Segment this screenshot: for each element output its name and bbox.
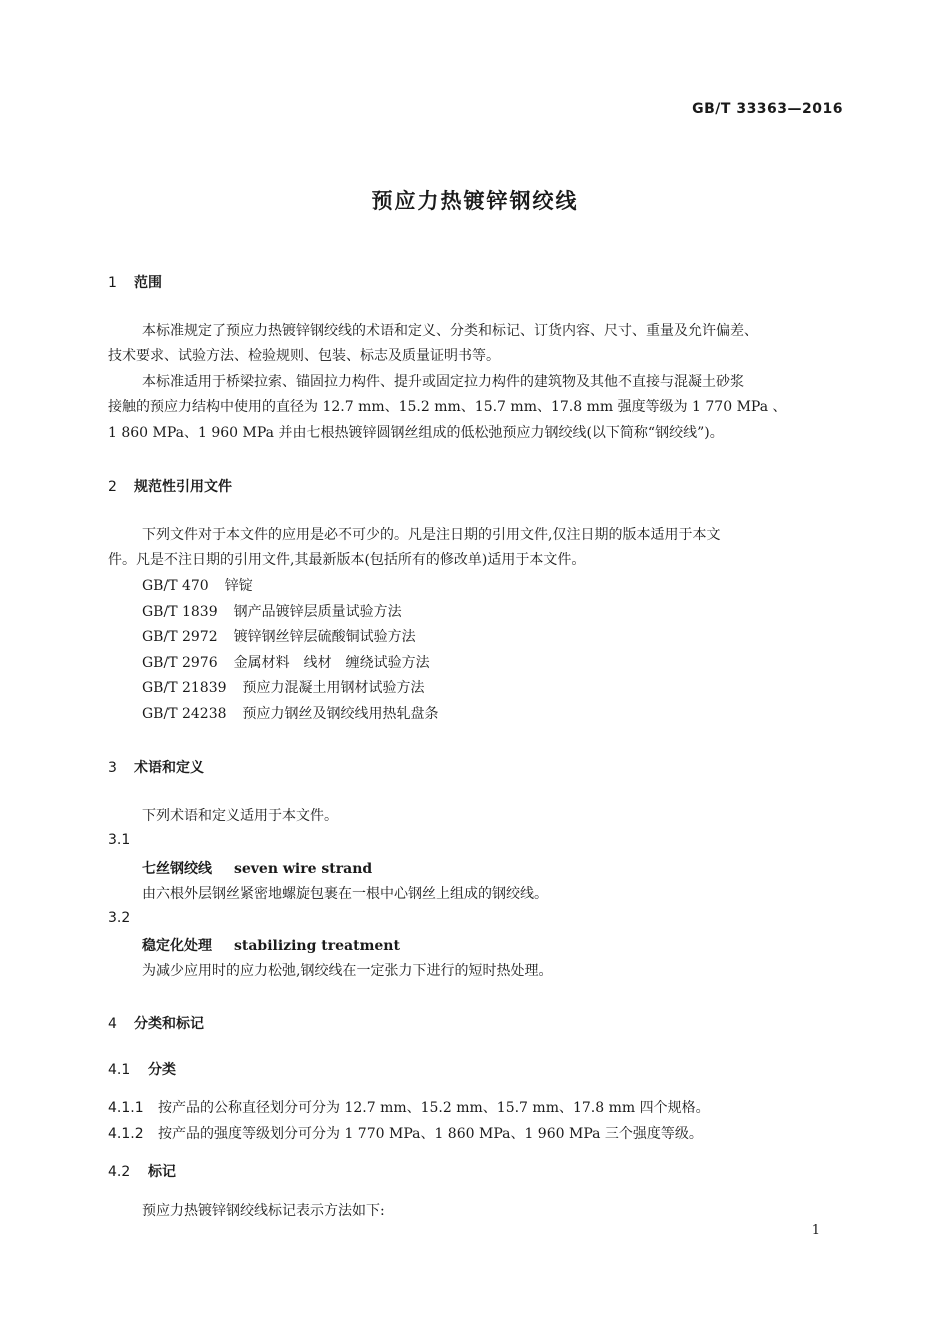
document-title: 预应力热镀锌钢绞线 (371, 189, 579, 213)
reference-item (142, 574, 439, 600)
term-number: 3.2 (108, 910, 131, 926)
section-title: 规范性引用文件 (134, 479, 232, 495)
term-name-zh: 稳定化处理 (142, 938, 212, 954)
subsection-number: 4.2 (108, 1164, 131, 1180)
section-number: 3 (108, 760, 117, 776)
section-title: 分类和标记 (134, 1016, 204, 1032)
subsection-title: 分类 (148, 1062, 176, 1078)
reference-title: 预应力混凝土用钢材试验方法 (242, 680, 425, 696)
reference-item (142, 702, 439, 728)
reference-item (142, 651, 439, 677)
reference-item (142, 676, 439, 702)
clause-text: 按产品的强度等级划分可分为 1 770 MPa、1 860 MPa、1 960 MPa 三个强度等级。 (158, 1126, 703, 1142)
term-name-zh: 七丝钢绞线 (142, 861, 212, 877)
reference-code: GB/T 2976 (142, 654, 218, 671)
reference-code: GB/T 21839 (142, 680, 227, 696)
standard-code: GB/T 33363—2016 (692, 101, 843, 117)
reference-title: 预应力钢丝及钢绞线用热轧盘条 (242, 705, 439, 722)
section-number: 2 (108, 479, 117, 495)
paragraph-line: 接触的预应力结构中使用的直径为 12.7 mm、15.2 mm、15.7 mm、17.8 mm 强度等级为 1 770 MPa 、 (108, 399, 787, 415)
section-3-heading (108, 757, 204, 777)
term-name (142, 935, 400, 955)
clause-text: 按产品的公称直径划分可分为 12.7 mm、15.2 mm、15.7 mm、17.8 mm 四个规格。 (158, 1100, 710, 1116)
section-number: 4 (108, 1016, 117, 1032)
paragraph-line: 预应力热镀锌钢绞线标记表示方法如下: (142, 1203, 385, 1219)
term-definition: 由六根外层钢丝紧密地螺旋包裹在一根中心钢丝上组成的钢绞线。 (142, 886, 548, 902)
clause-number: 4.1.2 (108, 1126, 144, 1142)
section-title: 范围 (134, 275, 162, 291)
term-name (142, 858, 372, 878)
reference-code: GB/T 470 (142, 578, 209, 594)
section-title: 术语和定义 (134, 760, 204, 776)
reference-title: 锌锭 (224, 578, 253, 594)
page-number: 1 (811, 1223, 820, 1238)
paragraph-line: 本标准规定了预应力热镀锌钢绞线的术语和定义、分类和标记、订货内容、尺寸、重量及允许偏差、 (142, 323, 758, 339)
term-number: 3.1 (108, 832, 131, 848)
reference-title: 镀锌钢丝锌层硫酸铜试验方法 (233, 629, 416, 645)
subsection-4-2-heading (108, 1161, 176, 1181)
paragraph-line: 1 860 MPa、1 960 MPa 并由七根热镀锌圆钢丝组成的低松弛预应力钢绞线(以下简称“钢绞线”)。 (108, 425, 724, 441)
reference-title: 钢产品镀锌层质量试验方法 (233, 603, 402, 620)
term-definition: 为减少应用时的应力松弛,钢绞线在一定张力下进行的短时热处理。 (142, 963, 553, 979)
subsection-4-1-heading (108, 1059, 176, 1079)
clause-number: 4.1.1 (108, 1100, 144, 1116)
section-4-heading (108, 1013, 204, 1033)
paragraph-line: 技术要求、试验方法、检验规则、包装、标志及质量证明书等。 (108, 348, 500, 364)
paragraph-line: 件。凡是不注日期的引用文件,其最新版本(包括所有的修改单)适用于本文件。 (108, 552, 586, 568)
reference-item (142, 600, 439, 626)
reference-code: GB/T 1839 (142, 603, 218, 620)
term-name-en: stabilizing treatment (234, 938, 400, 954)
section-number: 1 (108, 275, 117, 291)
reference-item (142, 625, 439, 651)
reference-code: GB/T 2972 (142, 629, 218, 645)
reference-title: 金属材料 线材 缠绕试验方法 (233, 654, 430, 671)
subsection-title: 标记 (148, 1164, 176, 1180)
section-2-heading (108, 476, 232, 496)
term-name-en: seven wire strand (234, 861, 373, 877)
clause-4-1-2 (108, 1123, 703, 1143)
subsection-number: 4.1 (108, 1062, 131, 1078)
clause-4-1-1 (108, 1097, 710, 1117)
paragraph-line: 下列术语和定义适用于本文件。 (142, 808, 338, 824)
paragraph-line: 下列文件对于本文件的应用是必不可少的。凡是注日期的引用文件,仅注日期的版本适用于本文 (142, 527, 721, 543)
paragraph-line: 本标准适用于桥梁拉索、锚固拉力构件、提升或固定拉力构件的建筑物及其他不直接与混凝土砂浆 (142, 374, 744, 390)
section-1-heading (108, 272, 162, 292)
normative-reference-list (142, 574, 439, 727)
reference-code: GB/T 24238 (142, 705, 227, 722)
